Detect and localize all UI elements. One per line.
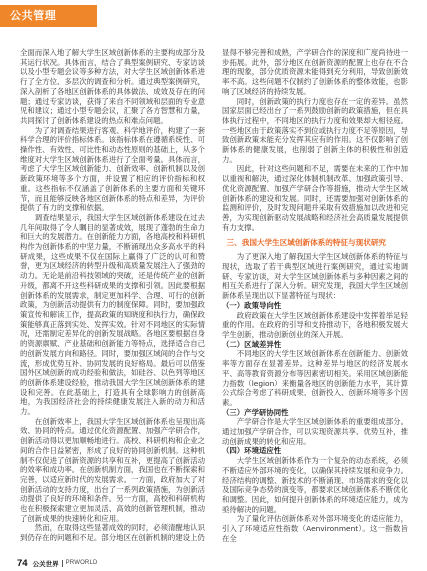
footer-divider	[62, 560, 63, 567]
paragraph-continued: 全面而深入地了解大学生区域创新体系的主要构成部分及其运行状况。具体而言，结合了典型案例研究、专家访谈以及小型专题会议等多种方法，对大学生区域创新体系进行了全方位、多层次的调查和分析。通过典型案例研究，深入剖析了各地区创新体系的具体做法、成效及存在的问题；通过专家访谈，获得了来自不同领域和层面的专业意见和建议；通过小型专题会议，汇聚了各方智慧和力量，共同探讨了创新体系建设的热点和难点问题。	[20, 48, 205, 125]
left-column	[20, 48, 205, 555]
paragraph-continued: 显得不够完善和成熟，产学研合作的深度和广度尚待进一步拓展。此外，部分地区在创新资源的配置上也存在不合理的现象，部分优质资源未能得到充分利用，导致创新效率不高。这些问题不仅制约了创新体系的整体效能，也影响了区域经济的持续发展。	[222, 48, 408, 96]
paragraph: 因此，针对这些问题和不足，需要在未来的工作中加以重视和解决，通过深化体制机制改革、加强政策引导、优化资源配置、加强产学研合作等措施，推动大学生区域创新体系的建设和发展。同时，还需要加强对创新体系的监测和评价，及时发现问题并采取有效措施加以改进和完善，为实现创新驱动发展战略和经济社会高质量发展提供有力支撑。	[222, 164, 408, 232]
paragraph: 然而，在取得这些显著成效的同时，必须清醒地认识到仍存在的问题和不足。部分地区在创新机制的建设上仍	[20, 523, 205, 543]
paragraph: 同时，创新政策的执行力度也存在一定的差异。虽然国家层面已经出台了一系列鼓励创新的政策措施，但在具体执行过程中，不同地区的执行力度和效果却大相径庭。一些地区由于政策落实不到位或执行力度不足等原因，导致创新政策未能充分发挥其应有的作用。这不仅影响了创新体系的健康发展，也削弱了创新主体的积极性和创造力。	[222, 96, 408, 164]
subsection-text: 大学生区域创新体系作为一个复杂的动态系统，必须不断适应外部环境的变化，以确保其持续发展和竞争力。经济结构的调整、新技术的不断涌现、市场需求的变化以及国际竞争态势的演变等，都要求区域创新体系不断优化和调整。因此，如何提升创新体系的环境适应能力，成为亟待解决的问题。	[222, 456, 408, 514]
section-intro: 为了更深入地了解我国大学生区域创新体系的特征与现状，选取了若干典型区域进行案例研究，通过实地调研、专家访谈，对大学生区域创新体系与多种因素之间的相互关系进行了深入分析。研究发现，我国大学生区域创新体系呈现出以下显著特征与现状：	[222, 252, 408, 301]
subsection-text: 产学研合作是大学生区域创新体系的重要组成部分。通过加强产学研合作，可以实现资源共享、优势互补，推动创新成果的转化和应用。	[222, 417, 408, 446]
paragraph: 为了对调查结果进行客观、科学地评价，构建了一套科学合理的评价指标体系。该指标体系在遵循系统性、可操作性、有效性、可比性和动态性原则的基础上，从多个维度对大学生区域创新体系进行了全面考量。具体而言，考虑了大学生区域创新能力、创新效率、创新机制以及创新政策环境等多个方面，并设置了相应的评价指标和权重。这些指标不仅涵盖了创新体系的主要方面和关键环节，而且能够反映各地区创新体系的特点和差异，为评价提供了有力的支撑和依据。	[20, 125, 205, 213]
section-tab	[0, 5, 97, 27]
paragraph: 调查结果显示，我国大学生区域创新体系建设在过去几年间取得了令人瞩目的显著成效，展现了蓬勃的生命力和巨大的发展潜力。在创新能力方面，各地高校和科研机构作为创新体系的中坚力量，不断涌现出众多高水平的科研成果，这些成果不仅在国际上赢得了广泛的认可和赞誉，更为区域经济的转型升级和高质量发展注入了强劲的动力。无论是前沿科技领域的突破，还是传统产业的创新升级，都离不开这些科研成果的支撑和引领。因此要根据创新体系的发展需求，制定更加科学、合理、可行的创新政策，为创新活动提供有力的制度保障。同时，要加强政策宣传和解读工作，提高政策的知晓度和执行力，确保政策能够真正落到实处、发挥实效。针对不同地区的实际情况，还需制定差异化的创新发展战略。各地区要根据自身的资源禀赋、产业基础和创新能力等特点，选择适合自己的创新发展方向和路径。同时，要加强区域间的合作与交流，形成优势互补、协同发展的良好格局。最后可以借鉴国外区域创新的成功经验和做法，如硅谷、以色列等地区的创新体系建设经验，推动我国大学生区域创新体系的建设和完善。在此基础上，打造具有全球影响力的创新高地，为我国经济社会的持续健康发展注入新的动力和活力。	[20, 212, 205, 417]
subsection-title: （三）产学研协同性	[222, 407, 289, 417]
page-number: 74	[17, 557, 28, 569]
magazine-name: 公关世界	[32, 559, 59, 568]
subsection-title: （四）环境适应性	[222, 446, 282, 456]
page-footer	[17, 557, 98, 569]
section-label: 公共管理	[10, 9, 57, 22]
section-closing: 为了量化评估创新体系对外部环境变化的适应能力，引入了环境适应性指数（Aenvironment）。这一指数旨在全	[222, 514, 408, 543]
section-heading: 三、我国大学生区域创新体系的特征与现状研究	[226, 238, 387, 248]
subsection-text: 不同地区的大学生区域创新体系在创新能力、创新效率等方面存在显著差异。这种差异与地区的经济发展水平、高等教育资源分布等因素密切相关。采用区域创新能力指数（legion）来衡量各地区的创新能力水平，其计算公式综合考虑了科研成果、创新投入、创新环境等多个因素。	[222, 349, 408, 407]
right-column	[222, 48, 408, 555]
subsection-text: 政府政策在大学生区域创新体系建设中发挥着举足轻重的作用。在政府的引导和支持推动下，各地积极发展大学生创新，推动创新创业的深入开展。	[222, 310, 408, 339]
subsection-title: （一）政策导向性	[222, 300, 282, 310]
magazine-name-en: PRWORLD	[65, 560, 98, 566]
paragraph: 在创新效率上，我国大学生区域创新体系也呈现出高效、协同的特点。通过优化资源配置、加强产学研合作，创新活动得以更加顺畅地进行。高校、科研机构和企业之间的合作日益紧密，形成了良好的协同创新机制。这种机制不仅促进了创新资源的共享和互补，更提高了创新活动的效率和成功率。在创新机制方面，我国也在不断探索和完善，以适应新时代的发展需求。一方面，政府加大了对创新活动的支持力度，出台了一系列政策措施，为创新活动提供了良好的环境和条件。另一方面，高校和科研机构也在积极探索建立更加灵活、高效的创新管理机制，推动了创新成果的快速转化和应用。	[20, 416, 205, 523]
subsection-title: （二）区域差异性	[222, 339, 282, 349]
